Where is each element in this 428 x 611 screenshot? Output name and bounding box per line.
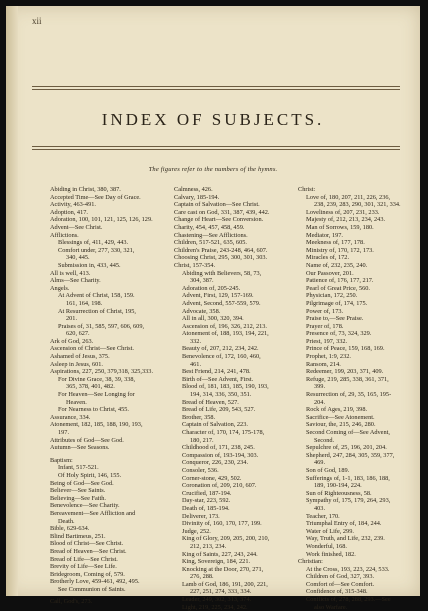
index-entry: Ministry of, 170, 172, 173. [306, 246, 374, 254]
index-entry: Adoration, 100, 101, 121, 125, 126, 129. [50, 216, 153, 224]
index-entry: 399. [314, 383, 326, 391]
index-entry: 227, 251, 274, 333, 334. [190, 588, 252, 596]
index-entry: Benevolence of, 172, 160, 460, [182, 353, 261, 361]
index-columns [50, 186, 410, 611]
index-entry: Aspirations, 227, 250, 379,318, 325,333. [50, 368, 154, 376]
index-entry: Christ, 157-354. [174, 261, 216, 269]
index-entry: At Advent of Christ, 158, 159. [58, 292, 135, 300]
index-entry: Prayer of, 178. [306, 322, 344, 330]
index-entry: Confidence of, 315-348. [306, 588, 368, 596]
book-page [6, 6, 420, 611]
index-entry: Leader, 249, 302, 313, 374. [182, 596, 252, 604]
index-entry: Coronation of, 209, 210, 607. [182, 482, 257, 490]
index-entry: Miracles of, 172. [306, 254, 350, 262]
index-entry: At Resurrection of Christ, 195, [58, 307, 137, 315]
index-entry: Loveliness of, 207, 231, 233. [306, 208, 380, 216]
index-entry: Sympathy of, 175, 179, 264, 293, [306, 497, 391, 505]
index-entry: Patience of, 176, 177, 217. [306, 277, 374, 285]
index-entry: Name of, 232, 235, 240. [306, 261, 368, 269]
index-entry: Ascension of Christ—See Christ. [50, 345, 134, 353]
index-entry: 365, 378, 401, 482. [66, 383, 115, 391]
index-entry: Rock of Ages, 219, 398. [306, 406, 368, 414]
index-entry: Physician, 172, 250. [306, 292, 358, 300]
index-entry: For Heaven—See Longing for [58, 391, 135, 399]
index-entry: 212, 213, 234. [190, 542, 227, 550]
index-entry: Day-star, 223, 592. [182, 497, 231, 505]
index-entry: Adoption, 417. [50, 208, 88, 216]
index-entry: 403. [314, 504, 326, 512]
index-entry: Care cast on God, 331, 387, 439, 442. [174, 208, 270, 216]
index-column-3 [298, 186, 410, 611]
index-entry: Advent, Second, 557-559, 579. [182, 299, 261, 307]
index-entry: Second Coming of—See Advent, [306, 429, 390, 436]
index-entry: Mediator, 197. [306, 231, 343, 239]
index-entry: Angels. [50, 284, 70, 292]
page-subtitle: The figures refer to the numbers of the hymns. [148, 166, 278, 173]
index-entry: 620, 627. [66, 330, 90, 338]
bottom-rule [32, 146, 400, 147]
index-entry: Presence of, 73, 324, 329. [306, 330, 372, 338]
index-entry: Advocate, 358. [182, 307, 221, 315]
index-entry: Calmness, 426. [174, 186, 213, 193]
index-entry: Bible, 629-634. [50, 525, 90, 533]
index-entry: Resurrection of, 29, 35, 165, 195- [306, 391, 392, 399]
index-entry: Triumphal Entry of, 184, 244. [306, 520, 382, 528]
index-entry: Corner-stone, 429, 502. [182, 474, 242, 482]
index-entry: Ashamed of Jesus, 375. [50, 353, 110, 361]
index-entry: Benevolence—See Charity. [50, 502, 120, 510]
top-rule [32, 86, 400, 87]
index-entry: King, Sovereign, 184, 221. [182, 558, 251, 566]
index-entry: Alms—See Charity. [50, 277, 101, 285]
index-entry: Man of Sorrows, 159, 180. [306, 223, 374, 231]
index-entry: Work finished, 182. [306, 550, 356, 558]
index-entry: Lamb of God, 186, 191, 200, 221, [182, 580, 268, 588]
index-entry: Brevity of Life—See Life. [50, 563, 117, 571]
index-entry: Birth of—See Advent, First. [182, 375, 254, 383]
index-entry: Call, God's, 273. [50, 598, 93, 606]
index-entry: Divinity of, 160, 170, 177, 199. [182, 520, 262, 528]
index-entry: 197. [58, 429, 70, 436]
index-entry: 201. [66, 315, 78, 323]
index-entry: Advent, First, 129, 157-169. [182, 292, 254, 300]
index-entry: Love of, 180, 207, 211, 226, 236, [306, 193, 391, 201]
index-entry: Infant, 517-521. [58, 464, 99, 472]
index-entry: See Communion of Saints. [58, 585, 126, 593]
index-entry: Priest, 197, 332. [306, 337, 348, 345]
index-entry: Children, 517-521, 635, 605. [174, 239, 247, 247]
index-entry: Accepted Time—See Day of Grace. [50, 193, 141, 201]
index-entry: Believing—See Faith. [50, 494, 106, 502]
index-entry: Ransom, 214. [306, 360, 341, 368]
index-entry: 469. [314, 459, 326, 467]
index-entry: For Nearness to Christ, 455. [58, 406, 130, 414]
index-entry: Assurance, 334. [50, 413, 91, 421]
index-entry: Best Friend, 214, 241, 478. [182, 368, 251, 376]
top-rule-inner [32, 89, 400, 90]
index-entry: Refuge, 219, 285, 338, 361, 371, [306, 375, 389, 383]
index-column-1 [50, 186, 168, 611]
index-entry: Praise to,—See Praise. [306, 315, 364, 323]
index-entry: Bread of Heaven, 527. [182, 398, 239, 406]
index-entry: Shepherd, 247, 284, 305, 359, 377, [306, 451, 395, 459]
index-entry: Change of Heart—See Conversion. [174, 216, 264, 224]
index-entry: Baptism: [50, 456, 73, 464]
index-entry: Childhood of, 171, 238, 245. [182, 444, 255, 452]
index-entry: Knocking at the Door, 270, 271, [182, 565, 264, 573]
bottom-rule-inner [32, 149, 400, 150]
index-entry: 238, 239, 283, 290, 301, 321, 334. [314, 201, 401, 209]
index-entry: Abiding in Christ, 380, 387. [50, 186, 121, 193]
index-entry: 180, 217. [190, 436, 214, 444]
index-entry: Abiding with Believers, 58, 73, [182, 269, 262, 277]
index-entry: Pilgrimage of, 174, 175. [306, 299, 368, 307]
index-entry: Meekness of, 177, 178. [306, 239, 365, 247]
index-entry: Sacrifice—See Atonement. [306, 413, 375, 421]
index-entry: Charity, 454, 457, 458, 459. [174, 223, 245, 231]
index-entry: Ark of God, 263. [50, 337, 94, 345]
index-entry: Our Passover, 201. [306, 269, 354, 277]
index-entry: Brother, 358. [182, 413, 216, 421]
index-entry: Sepulchre of, 25, 196, 201, 204. [306, 444, 387, 452]
index-entry: Sufferings of, 1-1, 183, 186, 188, [306, 474, 390, 482]
index-entry: Death. [58, 517, 75, 525]
index-entry: Bread of Life, 209, 543, 527. [182, 406, 256, 414]
index-entry: At the Cross, 193, 223, 224, 533. [306, 565, 390, 573]
index-entry: Blessings of, 411, 429, 443. [58, 239, 129, 247]
index-entry: Choosing Christ, 295, 300, 301, 303. [174, 254, 268, 262]
index-entry: Majesty of, 212, 213, 234, 243. [306, 216, 386, 224]
index-entry: Pearl of Great Price, 560. [306, 284, 370, 292]
index-entry: Light, 219, 225, 234, 242. [182, 603, 248, 611]
index-entry: 304, 387. [190, 277, 214, 285]
index-entry: Compassion of, 193-194, 303. [182, 451, 259, 459]
index-entry: Prince of Peace, 159, 168, 169. [306, 345, 385, 353]
index-entry: Activity, 463-491. [50, 201, 96, 209]
index-entry: Water of Life, 299. [306, 527, 354, 535]
index-entry: Heaven. [66, 398, 87, 406]
index-entry: Brotherly Love, 459-461, 492, 495. [50, 578, 140, 586]
index-entry: Bereavement—See Affliction and [50, 509, 136, 517]
index-entry: Blind Bartimeus, 251. [50, 532, 106, 540]
index-entry: Blood of, 181, 183, 185, 190, 193, [182, 383, 269, 391]
index-entry: Being of God—See God. [50, 479, 114, 487]
index-entry: Bread of Life—See Christ. [50, 555, 118, 563]
index-entry: Comfort of—See Comfort. [306, 580, 375, 588]
index-entry: Sun of Righteousness, 58. [306, 489, 372, 497]
index-entry: Death of, 185-194. [182, 504, 230, 512]
index-entry: Son of God, 189. [306, 466, 350, 474]
index-entry: Christ: [298, 186, 316, 193]
index-entry: 461. [190, 360, 202, 368]
index-entry: Atonement of, 188, 193, 194, 221, [182, 330, 269, 338]
index-entry: Calvary, 185-194. [174, 193, 220, 201]
index-entry: Believer—See Saints. [50, 487, 106, 495]
index-entry: Ascension of, 196, 326, 212, 213. [182, 322, 268, 330]
index-entry: Second. [314, 436, 335, 444]
index-entry: Way, Truth, and Life, 232, 239. [306, 535, 385, 543]
index-entry: Saviour, the, 215, 246, 280. [306, 421, 376, 429]
index-entry: 161, 164, 198. [66, 299, 103, 307]
index-entry: Of Holy Spirit, 146, 155. [58, 471, 122, 479]
index-entry: Wonderful, 168. [306, 542, 347, 550]
index-entry: Atonement, 182, 185, 188, 190, 193, [50, 421, 143, 429]
index-entry: Conflicts of, 278, 288, 293.—See [306, 596, 391, 604]
index-entry: Character of, 170, 174, 175-178, [182, 429, 265, 436]
index-entry: 276, 288. [190, 573, 214, 581]
index-entry: Praises of, 31, 585, 597, 606, 609, [58, 322, 145, 330]
index-entry: also Warfare. [314, 603, 348, 611]
index-entry: Deliverer, 173. [182, 512, 220, 520]
index-entry: Blood of Christ—See Christ. [50, 540, 124, 548]
index-entry: 332. [190, 337, 202, 345]
index-entry: Autumn—See Seasons. [50, 444, 110, 452]
index-entry: Prophet, 1:9, 232. [306, 353, 351, 361]
index-entry: All is well, 413. [50, 269, 91, 277]
index-entry: Crucified, 187-194. [182, 489, 232, 497]
index-entry: Consoler, 536. [182, 466, 219, 474]
index-entry: 204. [314, 398, 326, 406]
page-title: INDEX OF SUBJECTS. [101, 110, 325, 129]
index-entry: For Divine Grace, 38, 39, 338, [58, 375, 136, 383]
index-entry: 189, 190-194, 224. [314, 482, 362, 490]
index-entry: Children's Praise, 243-248, 464, 607. [174, 246, 268, 254]
index-column-2 [174, 186, 292, 611]
page-gutter [6, 6, 18, 596]
index-entry: Conqueror, 226, 230, 234. [182, 459, 249, 467]
index-entry: King of Saints, 227, 243, 244. [182, 550, 258, 558]
index-entry: Advent—See Christ. [50, 223, 103, 231]
index-entry: Asleep in Jesus, 601. [50, 360, 103, 368]
index-entry: Christian: [298, 558, 323, 566]
index-entry: Chastening—See Afflictions. [174, 231, 248, 239]
index-entry: Attributes of God—See God. [50, 436, 124, 444]
index-entry: Afflictions. [50, 231, 79, 239]
index-entry: All in all, 300, 320, 394. [182, 315, 244, 323]
index-entry: Bridegroom, Coming of, 579. [50, 570, 125, 578]
index-entry: Power of, 173. [306, 307, 344, 315]
index-entry: King of Glory, 209, 205, 200, 210, [182, 535, 270, 543]
index-entry: Redeemer, 199, 203, 371, 409. [306, 368, 384, 376]
index-entry: Comfort under, 277, 330, 321, [58, 246, 135, 254]
index-entry: Captain of Salvation—See Christ. [174, 201, 260, 209]
index-entry: 194, 314, 336, 350, 351. [190, 391, 252, 399]
index-entry: Children of God, 327, 393. [306, 573, 375, 581]
index-entry: 340, 445. [66, 254, 90, 262]
index-entry: Teacher, 170. [306, 512, 340, 520]
index-entry: Adoration of, 205-245. [182, 284, 241, 292]
index-entry: Captain of Salvation, 223. [182, 421, 248, 429]
index-entry: Beauty of, 207, 212, 234, 242. [182, 345, 259, 353]
index-entry: Bread of Heaven—See Christ. [50, 547, 127, 555]
index-entry: Judge, 252. [182, 527, 211, 535]
page-number: xii [32, 16, 42, 26]
index-entry: Submission in, 433, 445. [58, 261, 121, 269]
